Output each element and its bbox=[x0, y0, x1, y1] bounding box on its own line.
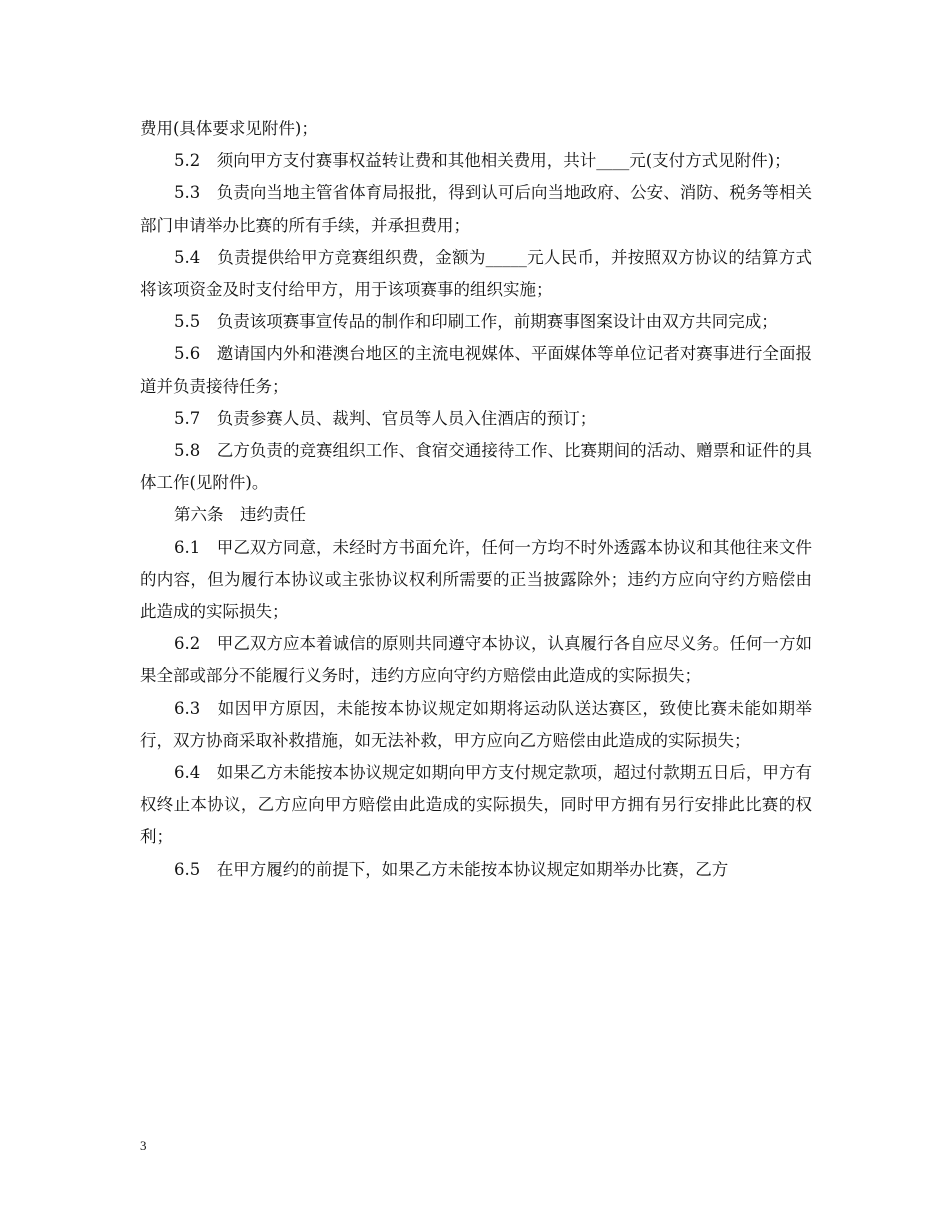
clause-6-1: 6.1 甲乙双方同意，未经时方书面允许，任何一方均不时外透露本协议和其他往来文件的内容，但为履行本协议或主张协议权利所需要的正当披露除外；违约方应向守约方赔偿由此造成的实际损失； bbox=[140, 537, 812, 622]
clause-5-2: 5.2 须向甲方支付赛事权益转让费和其他相关费用，共计____元(支付方式见附件)； bbox=[174, 151, 791, 171]
clause-5-5: 5.5 负责该项赛事宣传品的制作和印刷工作，前期赛事图案设计由双方共同完成； bbox=[174, 312, 778, 332]
clause-6-2: 6.2 甲乙双方应本着诚信的原则共同遵守本协议，认真履行各自应尽义务。任何一方如果全部或部分不能履行义务时，违约方应向守约方赔偿由此造成的实际损失； bbox=[140, 634, 812, 686]
clause-6-4: 6.4 如果乙方未能按本协议规定如期向甲方支付规定款项，超过付款期五日后，甲方有权终止本协议，乙方应向甲方赔偿由此造成的实际损失，同时甲方拥有另行安排此比赛的权利； bbox=[140, 763, 812, 847]
clause-5-7: 5.7 负责参赛人员、裁判、官员等人员入住酒店的预订； bbox=[174, 408, 597, 428]
page-number: 3 bbox=[140, 1138, 147, 1153]
clause-5-4: 5.4 负责提供给甲方竞赛组织费，金额为_____元人民币，并按照双方协议的结算方式将该项资金及时支付给甲方，用于该项赛事的组织实施； bbox=[140, 247, 812, 300]
clause-5-3: 5.3 负责向当地主管省体育局报批，得到认可后向当地政府、公安、消防、税务等相关部门申请举办比赛的所有手续，并承担费用； bbox=[140, 183, 812, 235]
clause-6-3: 6.3 如因甲方原因，未能按本协议规定如期将运动队送达赛区，致使比赛未能如期举行，双方协商采取补救措施，如无法补救，甲方应向乙方赔偿由此造成的实际损失； bbox=[140, 698, 812, 750]
paragraph-expense-continued: 费用(具体要求见附件)； bbox=[140, 119, 318, 138]
document-body bbox=[140, 113, 812, 886]
clause-5-6: 5.6 邀请国内外和港澳台地区的主流电视媒体、平面媒体等单位记者对赛事进行全面报道并负责接待任务； bbox=[140, 344, 812, 396]
clause-5-8: 5.8 乙方负责的竞赛组织工作、食宿交通接待工作、比赛期间的活动、赠票和证件的具体工作(见附件)。 bbox=[140, 441, 812, 493]
section-heading-article-6: 第六条 违约责任 bbox=[174, 505, 306, 525]
clause-6-5: 6.5 在甲方履约的前提下，如果乙方未能按本协议规定如期举办比赛，乙方 bbox=[174, 859, 729, 879]
